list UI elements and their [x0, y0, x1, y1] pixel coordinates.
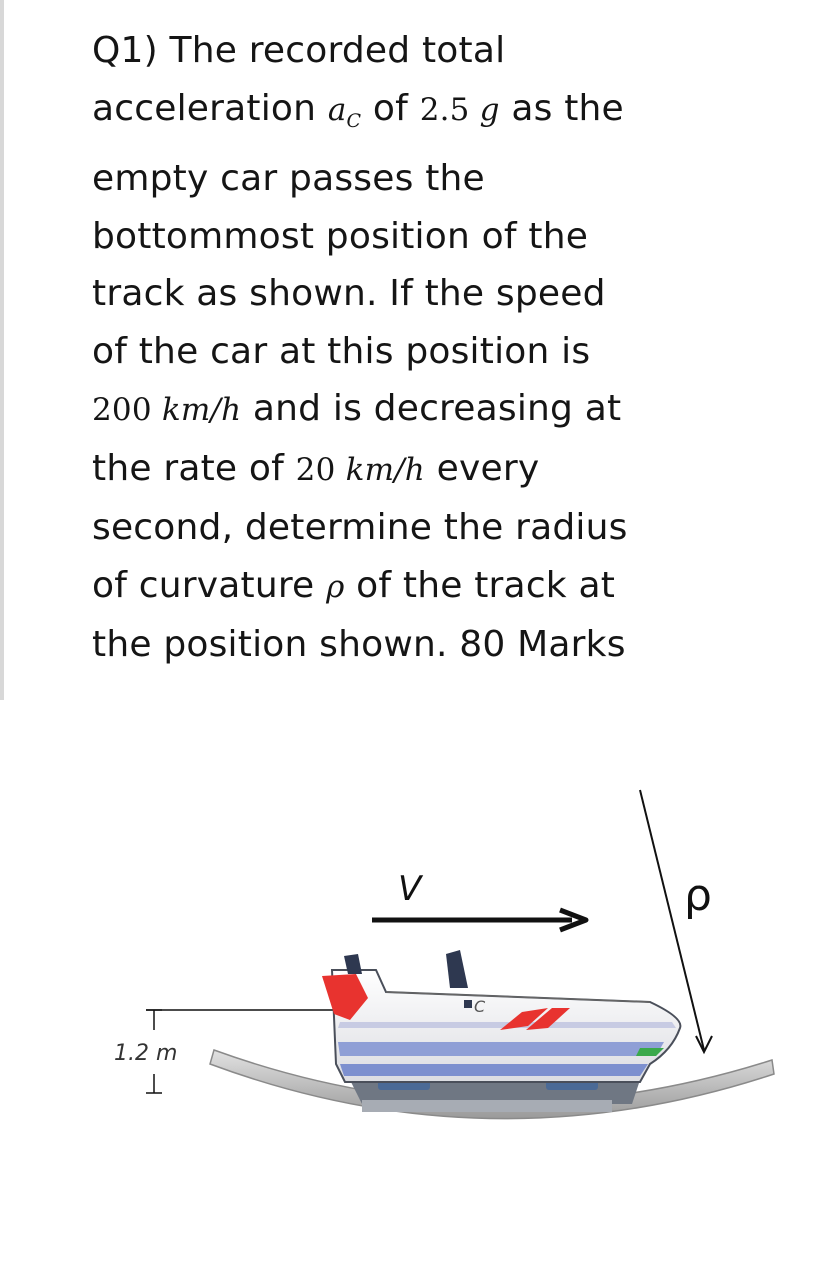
- roller-coaster-diagram: [0, 760, 829, 1160]
- question-line-8: the rate of 20 km/h every: [92, 447, 540, 489]
- ac-symbol: $a_C$: [327, 91, 362, 132]
- acceleration-word: acceleration: [92, 87, 317, 129]
- question-line-1: Q1) The recorded total: [92, 30, 506, 71]
- question-line-7: 200 km/h and is decreasing at: [92, 388, 622, 430]
- page-left-border: [0, 0, 4, 700]
- speed-value: 200 km/h: [92, 392, 242, 429]
- rho-symbol: ρ: [326, 568, 345, 605]
- velocity-label: V: [398, 869, 422, 909]
- as-the-text: as the: [511, 87, 624, 129]
- center-point-label: C: [474, 997, 486, 1016]
- question-line-3: empty car passes the: [92, 158, 485, 200]
- question-line-5: track as shown. If the speed: [92, 273, 606, 315]
- question-line-11: the position shown. 80 Marks: [92, 624, 626, 666]
- of-word: of: [372, 87, 409, 129]
- question-line-9: second, determine the radius: [92, 507, 628, 549]
- rho-label: ρ: [684, 870, 712, 921]
- question-line-4: bottommost position of the: [92, 215, 589, 257]
- height-label: 1.2 m: [114, 1041, 178, 1066]
- question-line-6: of the car at this position is: [92, 330, 591, 372]
- velocity-arrow: [372, 910, 586, 930]
- question-line-10: of curvature ρ of the track at: [92, 564, 616, 606]
- acceleration-value: 2.5 g: [419, 91, 500, 128]
- question-text: [92, 22, 732, 674]
- rate-value: 20 km/h: [295, 451, 425, 488]
- question-line-2: [92, 80, 732, 151]
- roller-coaster-car: [322, 950, 680, 1112]
